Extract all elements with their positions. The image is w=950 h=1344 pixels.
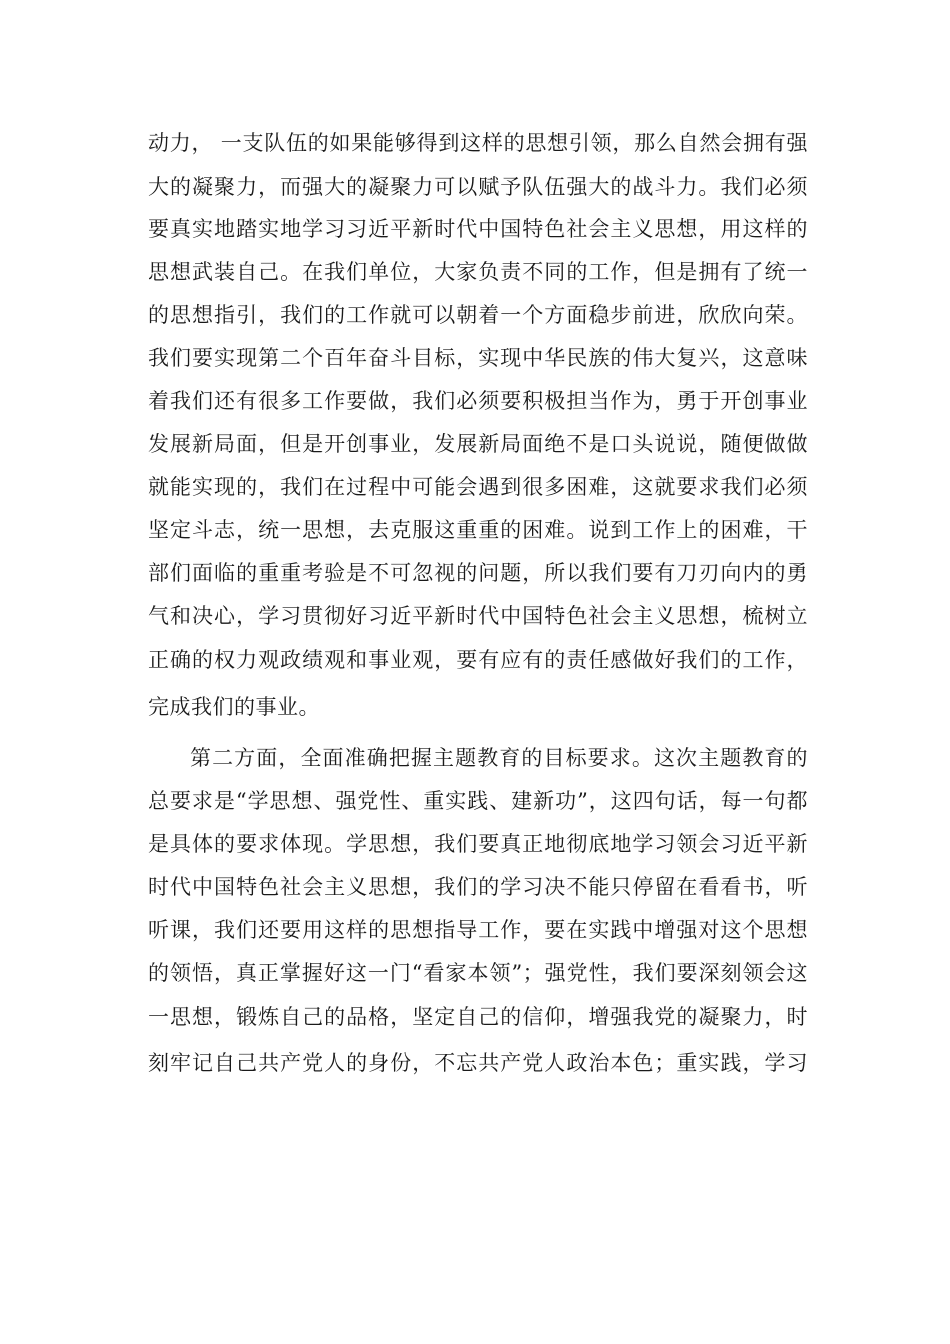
text-line: 时代中国特色社会主义思想，我们的学习决不能只停留在看看书，听 <box>148 875 808 899</box>
text-line: 总要求是“学思想、强党性、重实践、建新功”，这四句话，每一句都 <box>148 789 808 813</box>
text-line: 刻牢记自己共产党人的身份，不忘共产党人政治本色；重实践，学习 <box>148 1051 808 1075</box>
text-line: 是具体的要求体现。学思想，我们要真正地彻底地学习领会习近平新 <box>148 832 808 856</box>
text-line: 要真实地踏实地学习习近平新时代中国特色社会主义思想，用这样的 <box>148 217 808 241</box>
text-line: 思想武装自己。在我们单位，大家负责不同的工作，但是拥有了统一 <box>148 260 808 284</box>
text-line: 的领悟，真正掌握好这一门“看家本领”；强党性，我们要深刻领会这 <box>148 961 808 985</box>
text-line: 坚定斗志，统一思想，去克服这重重的困难。说到工作上的困难，干 <box>148 518 808 542</box>
text-line: 第二方面，全面准确把握主题教育的目标要求。这次主题教育的 <box>190 746 808 770</box>
text-line: 我们要实现第二个百年奋斗目标，实现中华民族的伟大复兴，这意味 <box>148 346 808 370</box>
text-line: 着我们还有很多工作要做，我们必须要积极担当作为，勇于开创事业 <box>148 389 808 413</box>
text-line: 一思想，锻炼自己的品格，坚定自己的信仰，增强我党的凝聚力，时 <box>148 1005 808 1029</box>
text-line: 正确的权力观政绩观和事业观，要有应有的责任感做好我们的工作， <box>148 648 808 672</box>
text-line: 的思想指引，我们的工作就可以朝着一个方面稳步前进，欣欣向荣。 <box>148 303 808 327</box>
text-line: 部们面临的重重考验是不可忽视的问题，所以我们要有刀刃向内的勇 <box>148 561 808 585</box>
text-line: 大的凝聚力，而强大的凝聚力可以赋予队伍强大的战斗力。我们必须 <box>148 175 808 199</box>
text-line: 动力， 一支队伍的如果能够得到这样的思想引领，那么自然会拥有强 <box>148 131 808 155</box>
text-line: 听课，我们还要用这样的思想指导工作，要在实践中增强对这个思想 <box>148 918 808 942</box>
text-line: 气和决心，学习贯彻好习近平新时代中国特色社会主义思想，梳树立 <box>148 604 808 628</box>
text-line: 发展新局面，但是开创事业，发展新局面绝不是口头说说，随便做做 <box>148 432 808 456</box>
text-line: 完成我们的事业。 <box>148 695 320 719</box>
text-line: 就能实现的，我们在过程中可能会遇到很多困难，这就要求我们必须 <box>148 475 808 499</box>
